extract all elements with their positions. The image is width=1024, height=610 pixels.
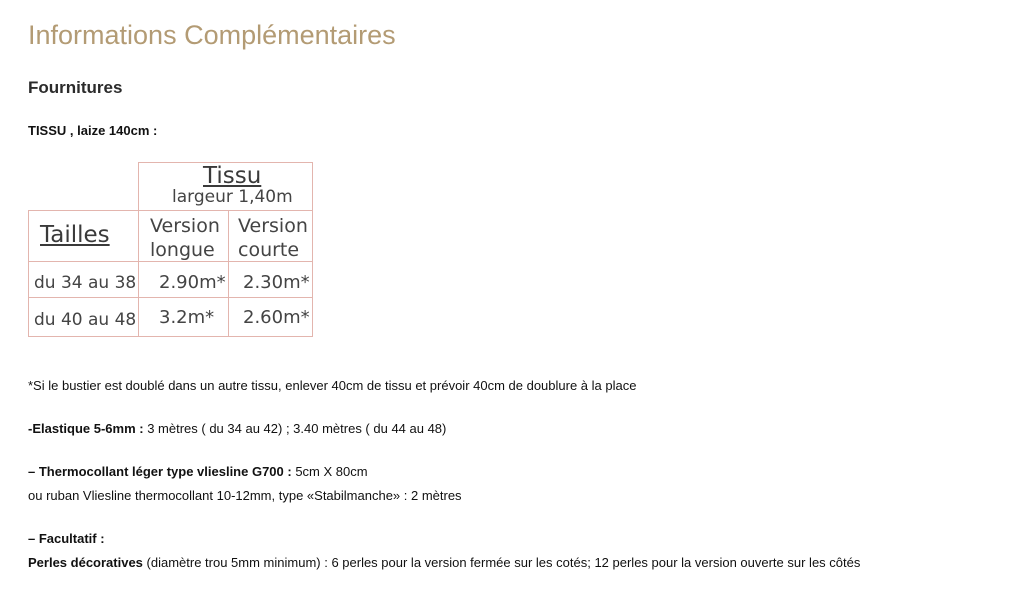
fabric-heading [28, 123, 157, 139]
beads-value: (diamètre trou 5mm minimum) : 6 perles pour la version fermée sur les cotés; 12 perles pour la version ouverte sur les côtés [142, 555, 861, 570]
table-col-short-line2: courte [238, 239, 300, 261]
table-row-2-long: 3.2m* [159, 307, 215, 328]
table-row-2-size: du 40 au 48 [34, 310, 137, 330]
table-col-long-line1: Version [150, 215, 220, 237]
fabric-size-table [28, 162, 313, 337]
interfacing-label: – Thermocollant léger type vliesline G700 : [28, 464, 292, 479]
beads-line [28, 555, 860, 571]
table-size-header: Tailles [40, 222, 110, 248]
table-group-subheader: largeur 1,40m [172, 187, 293, 207]
beads-label: Perles décoratives [28, 555, 143, 570]
elastic-value: 3 mètres ( du 34 au 42) ; 3.40 mètres ( du 44 au 48) [143, 421, 447, 436]
section-heading-fournitures: Fournitures [28, 78, 123, 97]
table-col-short-line1: Version [238, 215, 308, 237]
table-row-1-long: 2.90m* [159, 272, 226, 293]
elastic-label: -Elastique 5-6mm : [28, 421, 144, 436]
table-row-1-size: du 34 au 38 [34, 273, 137, 293]
table-col-long-line2: longue [150, 239, 215, 261]
table-row-2-short: 2.60m* [243, 307, 310, 328]
lining-note: *Si le bustier est doublé dans un autre tissu, enlever 40cm de tissu et prévoir 40cm de doublure à la place [28, 378, 637, 393]
optional-label: – Facultatif : [28, 531, 105, 546]
interfacing-line [28, 464, 368, 480]
interfacing-alt-line: ou ruban Vliesline thermocollant 10-12mm, type «Stabilmanche» : 2 mètres [28, 488, 462, 503]
table-row-1-short: 2.30m* [243, 272, 310, 293]
elastic-line [28, 421, 446, 437]
table-group-header: Tissu [203, 163, 262, 189]
interfacing-value: 5cm X 80cm [291, 464, 368, 479]
optional-heading [28, 531, 105, 547]
page-title: Informations Complémentaires [28, 20, 396, 50]
fabric-heading-text: TISSU , laize 140cm : [28, 123, 158, 138]
